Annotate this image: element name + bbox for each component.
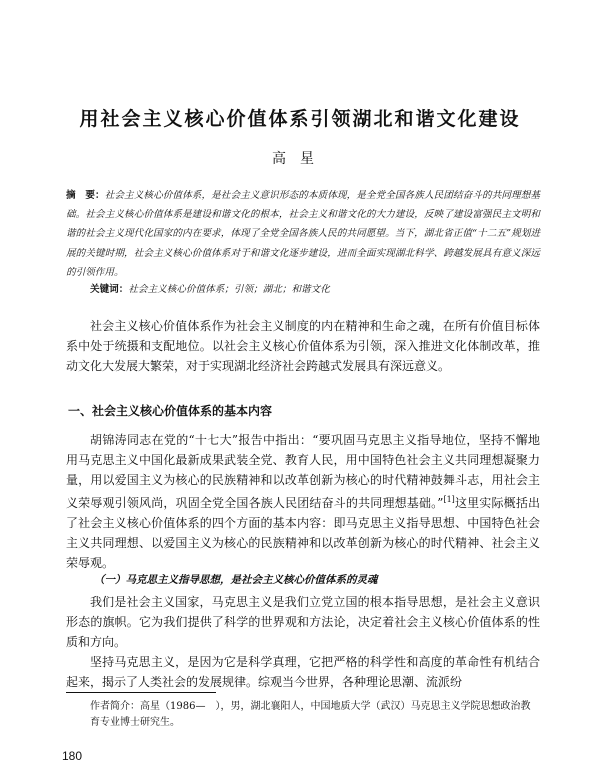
subsection-paragraph-2: 坚持马克思主义，是因为它是科学真理，它把严格的科学性和高度的革命性有机结合起来，揭示了人类社会的发展规律。综观当今世界，各种理论思潮、流派纷 (66, 655, 540, 689)
section-paragraph (66, 430, 540, 573)
intro-paragraph: 社会主义核心价值体系作为社会主义制度的内在精神和生命之魂，在所有价值目标体系中处于统摄和支配地位。以社会主义核心价值体系为引领，深入推进文化体制改革，推动文化大发展大繁荣，对于实现湖北经济社会跨越式发展具有深远意义。 (66, 319, 540, 373)
citation-marker: [1] (443, 495, 455, 504)
subsection-paragraph-1: 我们是社会主义国家，马克思主义是我们立党立国的根本指导思想，是社会主义意识形态的旗帜。它为我们提供了科学的世界观和方法论，决定着社会主义核心价值体系的性质和方向。 (66, 595, 540, 649)
page-number: 180 (62, 749, 83, 763)
author-footnote: 作者简介：高星（1986— ），男，湖北襄阳人，中国地质大学（武汉）马克思主义学院思想政治教育专业博士研究生。 (90, 701, 531, 728)
abstract (66, 186, 540, 282)
keywords-label: 关键词： (90, 284, 129, 295)
footnote-divider (66, 692, 216, 693)
subsection-heading: （一）马克思主义指导思想，是社会主义核心价值体系的灵魂 (94, 574, 378, 586)
paper-title: 用社会主义核心价值体系引领湖北和谐文化建设 (79, 108, 521, 130)
section-paragraph-tail: 这里实际概括出了社会主义核心价值体系的四个方面的基本内容：即马克思主义指导思想、中国特色社会主义共同理想、以爱国主义为核心的民族精神和以改革创新为核心的时代精神、社会主义荣辱观。 (66, 496, 540, 570)
abstract-text: 社会主义核心价值体系，是社会主义意识形态的本质体现，是全党全国各族人民团结奋斗的共同理想基础。社会主义核心价值体系是建设和谐文化的根本，社会主义和谐文化的大力建设，反映了建设富强民主文明和谐的社会主义现代化国家的内在要求，体现了全党全国各族人民的共同愿望。当下，湖北省正值“十二五”规划进展的关键时期，社会主义核心价值体系对于和谐文化逐步建设，进而全面实现湖北科学、跨越发展具有意义深远的引领作用。 (66, 190, 541, 278)
section-paragraph-text: 胡锦涛同志在党的“十七大”报告中指出：“要巩固马克思主义指导地位，坚持不懈地用马克思主义中国化最新成果武装全党、教育人民，用中国特色社会主义共同理想凝聚力量，用以爱国主义为核心的民族精神和以改革创新为核心的时代精神鼓舞斗志，用社会主义荣辱观引领风尚，巩固全党全国各族人民团结奋斗的共同理想基础。” (66, 433, 540, 510)
keywords (90, 282, 540, 298)
abstract-label: 摘 要： (66, 190, 105, 201)
section-heading: 一、社会主义核心价值体系的基本内容 (68, 404, 273, 418)
keywords-text: 社会主义核心价值体系；引领；湖北；和谐文化 (128, 284, 330, 295)
author-name: 高星 (272, 151, 328, 167)
